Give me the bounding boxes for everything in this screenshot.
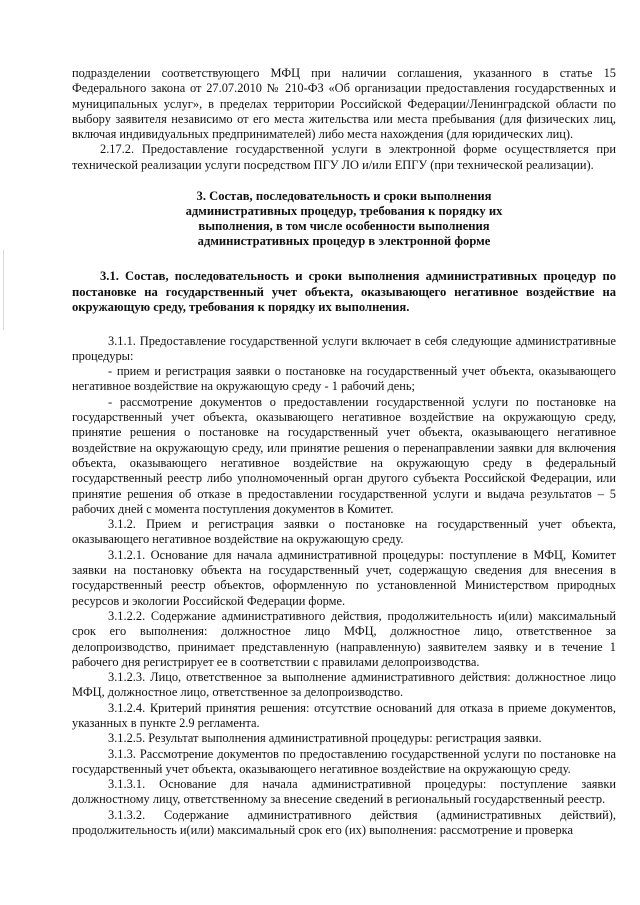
list-item-2: - рассмотрение документов о предоставлении государственной услуги по постановке на государственный учет объекта, оказывающего негативное воздействие на окружающую среду, принятие решения о постановке на государственный учет объекта, оказывающего негативное воздействие на окружающую среду, или принятие решения о перенаправлении заявки для включения объекта, оказывающего негативное воздействие на окружающую среду в федеральный государственный реестр либо уполномоченный орган другого субъекта Российской Федерации, или принятие решения об отказе в предоставлении государственной услуги и выдача результатов – 5 рабочих дней с момента поступления документов в Комитет. bbox=[72, 394, 616, 516]
section-title: 3. Состав, последовательность и сроки выполнения административных процедур, требования к порядку их выполнения, в том числе особенности выполнения административных процедур в электронной форме bbox=[185, 189, 503, 249]
paragraph-2-17-2: 2.17.2. Предоставление государственной услуги в электронной форме осуществляется при технической реализации услуги посредством ПГУ ЛО и/или ЕПГУ (при технической реализации). bbox=[72, 142, 616, 172]
paragraph-3-1-1: 3.1.1. Предоставление государственной услуги включает в себя следующие административные процедуры: bbox=[72, 333, 616, 363]
paragraph-3-1-3: 3.1.3. Рассмотрение документов по предоставлению государственной услуги по постановке на государственный учет объекта, оказывающего негативное воздействие на окружающую среду. bbox=[72, 746, 616, 776]
paragraph-3-1-2: 3.1.2. Прием и регистрация заявки о постановке на государственный учет объекта, оказывающего негативное воздействие на окружающую среду. bbox=[72, 517, 616, 547]
paragraph-3-1-2-2: 3.1.2.2. Содержание административного действия, продолжительность и(или) максимальный срок его выполнения: должностное лицо МФЦ, должностное лицо, ответственное за делопроизводство, принимает представленную (направленную) заявителем заявку и в течение 1 рабочего дня регистрирует ее в соответствии с правилами делопроизводства. bbox=[72, 608, 616, 669]
paragraph-3-1-3-1: 3.1.3.1. Основание для начала административной процедуры: поступление заявки должностному лицу, ответственному за внесение сведений в региональный государственный реестр. bbox=[72, 777, 616, 807]
subsection-title: 3.1. Состав, последовательность и сроки выполнения административных процедур по постановке на государственный учет объекта, оказывающего негативное воздействие на окружающую среду, требования к порядку их выполнения. bbox=[72, 269, 616, 315]
document-body bbox=[72, 66, 616, 838]
list-item-1: - прием и регистрация заявки о постановке на государственный учет объекта, оказывающего негативное воздействие на окружающую среду - 1 рабочий день; bbox=[72, 364, 616, 394]
paragraph-3-1-2-5: 3.1.2.5. Результат выполнения административной процедуры: регистрация заявки. bbox=[108, 731, 542, 746]
scan-artifact bbox=[3, 250, 4, 330]
paragraph-intro: подразделении соответствующего МФЦ при наличии соглашения, указанного в статье 15 Федерального закона от 27.07.2010 № 210-ФЗ «Об организации предоставления государственных и муниципальных услуг», в пределах территории Российской Федерации/Ленинградской области по выбору заявителя независимо от его места жительства или места пребывания (для физических лиц, включая индивидуальных предпринимателей) либо места нахождения (для юридических лиц). bbox=[72, 66, 616, 142]
paragraph-3-1-2-1: 3.1.2.1. Основание для начала административной процедуры: поступление в МФЦ, Комитет заявки на постановку объекта на государственный учет, содержащую сведения для внесения в государственный реестр объектов, оформленную по установленной Министерством природных ресурсов и экологии Российской Федерации форме. bbox=[72, 547, 616, 608]
paragraph-3-1-2-3: 3.1.2.3. Лицо, ответственное за выполнение административного действия: должностное лицо МФЦ, должностное лицо, ответственное за делопроизводство. bbox=[72, 670, 616, 700]
paragraph-3-1-2-4: 3.1.2.4. Критерий принятия решения: отсутствие оснований для отказа в приеме документов, указанных в пункте 2.9 регламента. bbox=[72, 700, 616, 730]
paragraph-3-1-3-2: 3.1.3.2. Содержание административного действия (административных действий), продолжительность и(или) максимальный срок его (их) выполнения: рассмотрение и проверка bbox=[72, 807, 616, 838]
